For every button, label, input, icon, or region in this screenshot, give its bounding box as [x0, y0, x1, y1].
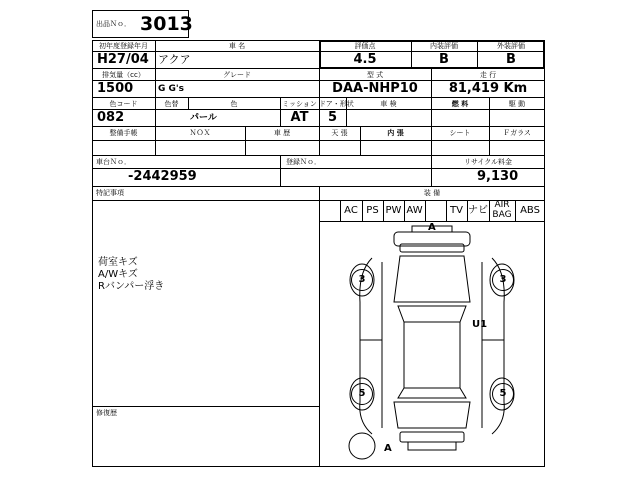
equip-ps: PS [366, 205, 379, 216]
mark-front-bumper: A [428, 222, 436, 233]
repair-label: 修復歴 [96, 409, 117, 417]
recycle-label: リサイクル料金 [463, 158, 513, 166]
car-value: アクア [158, 53, 191, 66]
door-label: ドア・形状 [319, 100, 354, 108]
car-diagram [320, 222, 544, 466]
mileage-value: 81,419 Km [448, 81, 528, 96]
recycle-value: 9,130 [477, 169, 519, 184]
nox-label: ＮＯＸ [189, 129, 211, 137]
note-line-2: A/Wキズ [98, 269, 138, 280]
reg-label: 登録Ｎｏ． [286, 158, 321, 166]
grade-value: G G's [158, 84, 185, 94]
history-label: 車 歴 [273, 129, 291, 137]
exterior-label: 外装評価 [497, 42, 525, 50]
year-label: 初年度登録年月 [99, 42, 148, 50]
seat-label: シート [449, 129, 471, 137]
mission-value: AT [290, 110, 309, 125]
equip-navi: ナビ [468, 205, 488, 216]
notes-label: 特記事項 [96, 189, 124, 197]
year-value: H27/04 [97, 52, 149, 67]
score-value: 4.5 [353, 52, 377, 67]
lot-number-label: 出品Ｎｏ． [96, 20, 131, 28]
equip-aw: AW [406, 205, 423, 216]
chassis-label: 車台Ｎｏ． [96, 158, 131, 166]
mark-right-front: 3 [492, 269, 514, 291]
mission-label: ミッション [282, 100, 317, 108]
exterior-value: B [506, 52, 516, 67]
cc-value: 1500 [97, 81, 134, 96]
model-label: 型 式 [366, 71, 384, 79]
equip-airbag: AIR BAG [492, 200, 512, 220]
drive-label: 駆 動 [508, 100, 526, 108]
equipment-label: 装 備 [423, 189, 441, 197]
interior-label: 内装評価 [430, 42, 458, 50]
mark-left-rear: 5 [351, 383, 373, 405]
note-line-1: 荷室キズ [98, 257, 138, 268]
interior-trim-label: 内 張 [387, 129, 404, 137]
capacity-label: 車 検 [380, 100, 397, 108]
color-code-label: 色コード [109, 100, 138, 108]
ceiling-label: 天 張 [331, 129, 348, 137]
mark-rear-bumper: A [384, 443, 392, 454]
color-label: 色 [230, 100, 238, 108]
lot-number: 3013 [140, 13, 193, 35]
model-value: DAA-NHP10 [332, 81, 418, 96]
equip-ac: AC [344, 205, 358, 216]
cc-label: 排気量（cc） [102, 71, 145, 79]
color-type-label: 色替 [164, 100, 179, 108]
equip-pw: PW [385, 205, 402, 216]
interior-value: B [439, 52, 449, 67]
grade-label: グレード [223, 71, 251, 79]
score-label: 評価点 [354, 42, 376, 50]
mileage-label: 走 行 [479, 71, 497, 79]
car-label: 車 名 [228, 42, 246, 50]
mark-left-front: 3 [351, 269, 373, 291]
mark-right-door: U1 [472, 319, 488, 330]
equip-abs: ABS [520, 205, 540, 216]
color-type-value: パール [190, 113, 217, 123]
windshield-label: Ｆガラス [503, 129, 531, 137]
door-value: 5 [327, 110, 338, 125]
equip-tv: TV [450, 205, 463, 216]
mark-right-rear: 5 [492, 383, 514, 405]
fuel-label: 燃 料 [451, 100, 469, 108]
chassis-value: -2442959 [128, 169, 197, 184]
service-book-label: 整備手帳 [109, 129, 138, 137]
note-line-3: Rバンパー浮き [98, 281, 165, 292]
color-code-value: 082 [97, 110, 125, 125]
